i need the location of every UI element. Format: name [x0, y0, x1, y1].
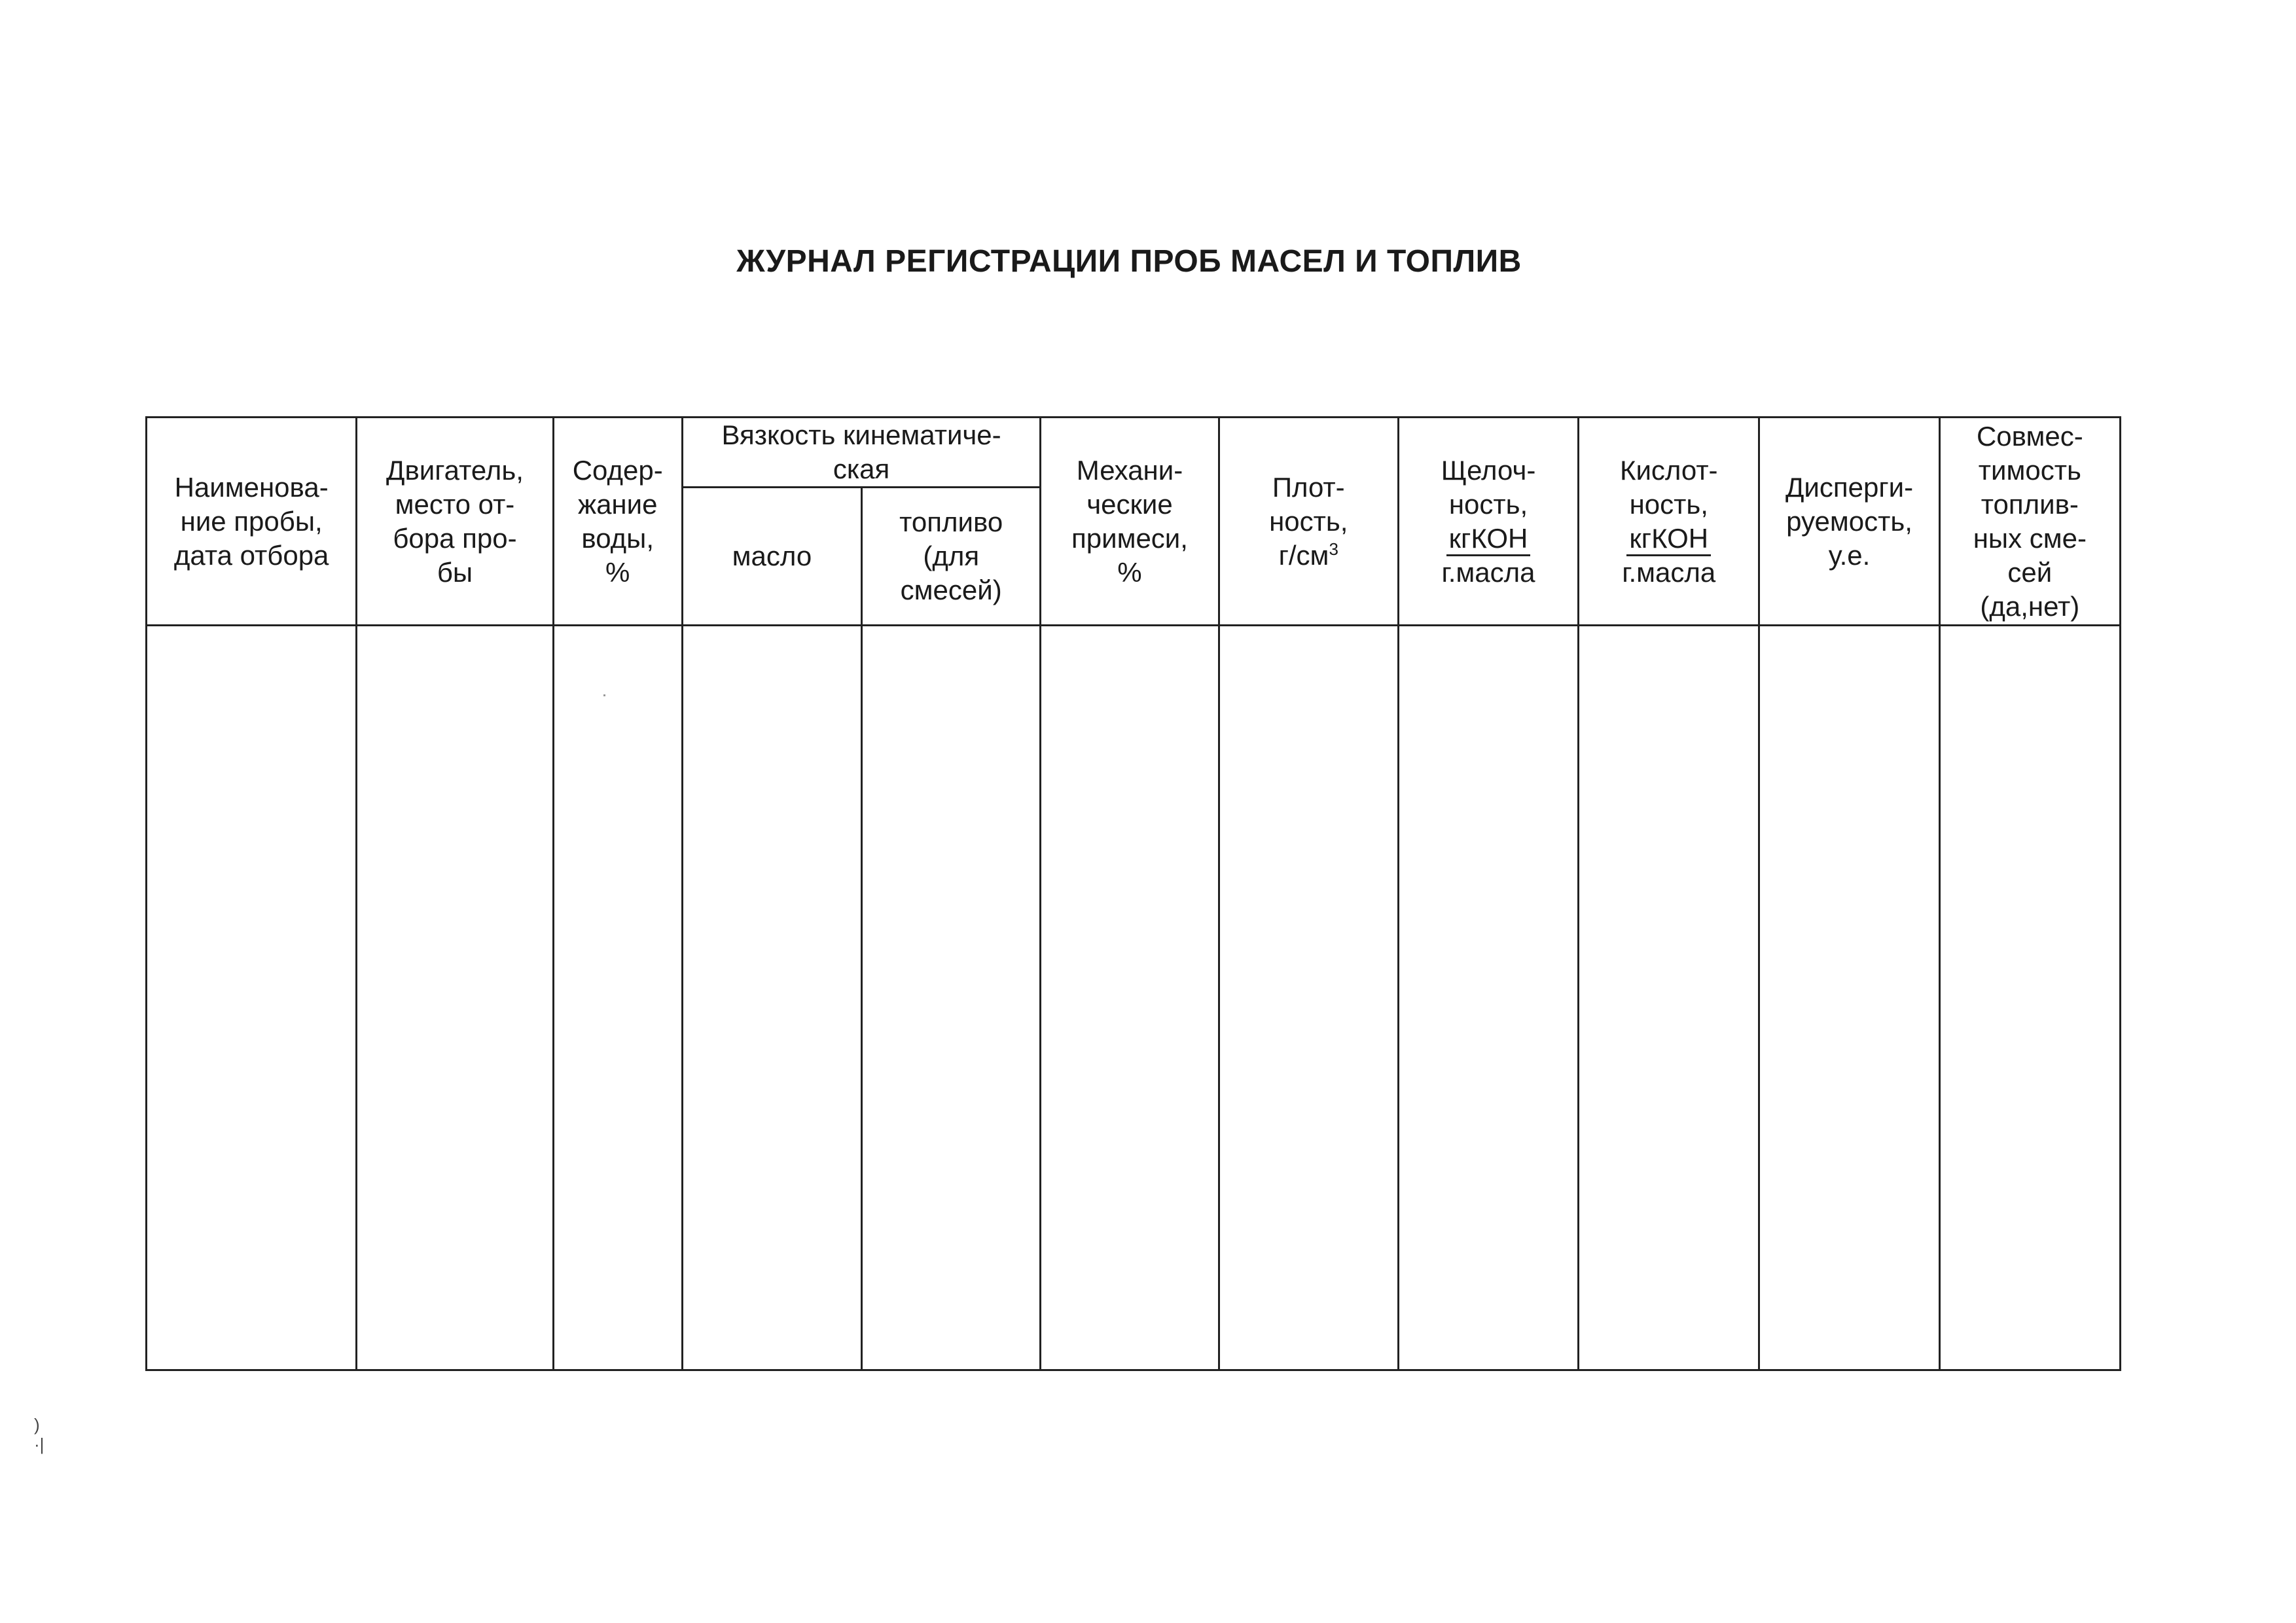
alkalinity-unit-numerator: кгКОН	[1446, 523, 1531, 556]
header-water-content: Содер- жание воды, %	[553, 418, 682, 626]
header-acidity: Кислот- ность, кгКОН г.масла	[1579, 418, 1759, 626]
cell-compatibility	[1939, 626, 2120, 1370]
table-body	[147, 626, 2121, 1370]
acidity-unit-numerator: кгКОН	[1626, 523, 1711, 556]
table-header	[147, 418, 2121, 626]
cell-engine	[357, 626, 553, 1370]
header-sample-name: Наименова- ние пробы, дата отбора	[147, 418, 357, 626]
table-row	[147, 626, 2121, 1370]
cell-density	[1219, 626, 1398, 1370]
alkalinity-unit-denominator: г.масла	[1441, 557, 1535, 588]
cell-alkalinity	[1398, 626, 1578, 1370]
scan-speck	[603, 694, 605, 696]
header-viscosity-oil: масло	[682, 488, 861, 626]
acidity-unit-denominator: г.масла	[1622, 557, 1716, 588]
margin-mark: ) ·|	[34, 1415, 45, 1454]
header-alkalinity: Щелоч- ность, кгКОН г.масла	[1398, 418, 1578, 626]
cell-viscosity-fuel	[862, 626, 1041, 1370]
header-dispersibility: Дисперги- руемость, у.е.	[1759, 418, 1939, 626]
cell-acidity	[1579, 626, 1759, 1370]
header-viscosity-fuel: топливо (для смесей)	[862, 488, 1041, 626]
density-exponent: 3	[1329, 539, 1338, 559]
cell-sample-name	[147, 626, 357, 1370]
header-mechanical-impurities: Механи- ческие примеси, %	[1041, 418, 1219, 626]
cell-water-content	[553, 626, 682, 1370]
header-engine: Двигатель, место от- бора про- бы	[357, 418, 553, 626]
registration-table	[145, 416, 2121, 1371]
cell-dispersibility	[1759, 626, 1939, 1370]
header-density: Плот- ность, $г/см^3$	[1219, 418, 1398, 626]
header-viscosity-group: Вязкость кинематиче- ская	[682, 418, 1041, 488]
cell-mechanical-impurities	[1041, 626, 1219, 1370]
page-title: ЖУРНАЛ РЕГИСТРАЦИИ ПРОБ МАСЕЛ И ТОПЛИВ	[736, 244, 1522, 279]
header-compatibility: Совмес- тимость топлив- ных сме- сей (да,нет)	[1939, 418, 2120, 626]
cell-viscosity-oil	[682, 626, 861, 1370]
